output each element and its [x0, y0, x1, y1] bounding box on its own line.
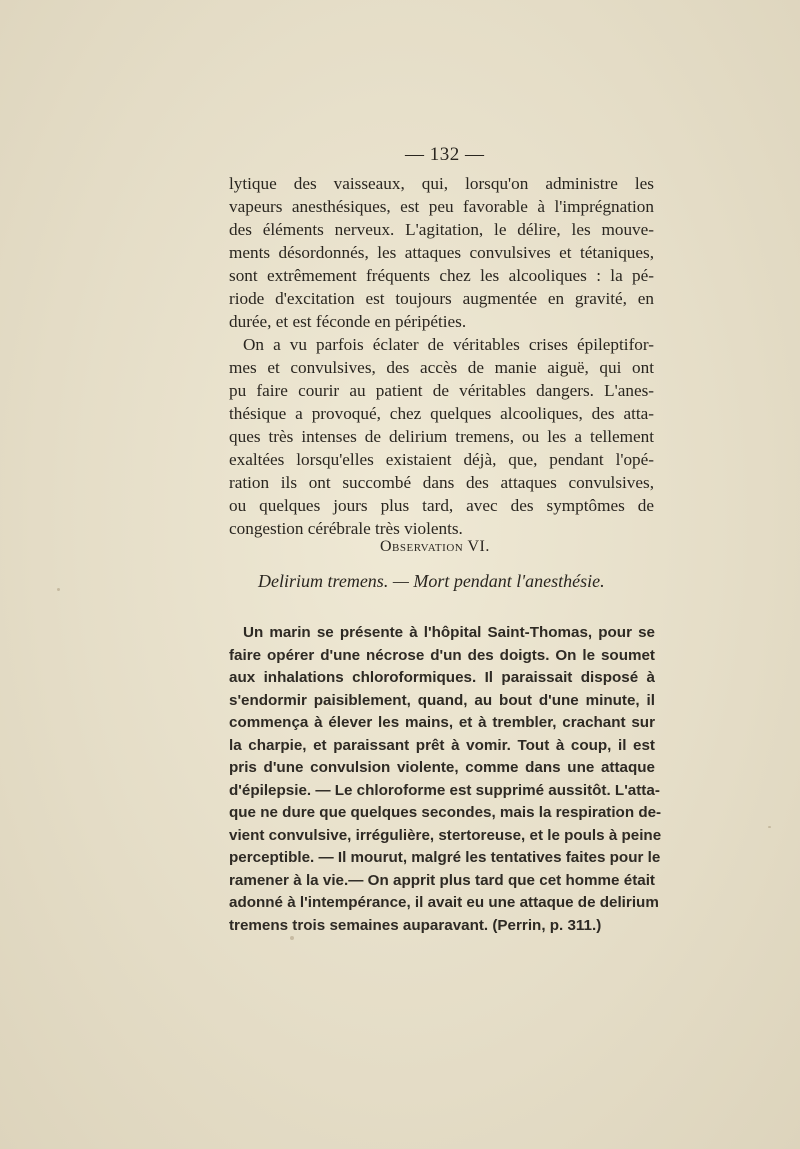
observation-heading: [380, 538, 490, 556]
text-line: adonné à l'intempérance, il avait eu une attaque de delirium: [229, 894, 659, 911]
text-line: commença à élever les mains, et à trembler, crachant sur: [229, 714, 655, 731]
text-line: ques très intenses de delirium tremens, ou les a tellement: [229, 427, 654, 446]
text-line: ration ils ont succombé dans des attaques convulsives,: [229, 473, 654, 492]
text-line: riode d'excitation est toujours augmentée en gravité, en: [229, 289, 654, 308]
text-line: aux inhalations chloroformiques. Il paraissait disposé à: [229, 669, 655, 686]
text-line: thésique a provoqué, chez quelques alcooliques, des atta-: [229, 404, 654, 423]
text-line: vapeurs anesthésiques, est peu favorable à l'imprégnation: [229, 197, 654, 216]
paper-speck: [57, 588, 60, 591]
text-line: durée, et est féconde en péripéties.: [229, 312, 467, 331]
text-line: pris d'une convulsion violente, comme dans une attaque: [229, 759, 655, 776]
text-line: s'endormir paisiblement, quand, au bout d'une minute, il: [229, 691, 655, 709]
text-line: des éléments nerveux. L'agitation, le délire, les mouve-: [229, 220, 654, 239]
text-line: Un marin se présente à l'hôpital Saint-Thomas, pour se: [243, 624, 655, 641]
observation-number: VI.: [467, 538, 490, 555]
observation-subtitle: Delirium tremens. — Mort pendant l'anesthésie.: [258, 571, 605, 591]
text-line: ments désordonnés, les attaques convulsives et tétaniques,: [229, 243, 654, 262]
paragraph-alcoholics-anesthesia: [229, 172, 654, 540]
paper-speck: [290, 936, 294, 940]
text-line: faire opérer d'une nécrose d'un des doigts. On le soumet: [229, 646, 655, 664]
text-line: sont extrêmement fréquents chez les alcooliques : la pé-: [229, 266, 654, 285]
text-line: tremens trois semaines auparavant. (Perrin, p. 311.): [229, 916, 602, 934]
text-line: la charpie, et paraissant prêt à vomir. Tout à coup, il est: [229, 736, 655, 754]
observation-label: Observation: [380, 538, 464, 555]
paper-speck: [768, 826, 771, 828]
text-line: ramener à la vie.— On apprit plus tard que cet homme était: [229, 871, 655, 889]
text-line: pu faire courir au patient de véritables dangers. L'anes-: [229, 381, 654, 400]
text-line: exaltées lorsqu'elles existaient déjà, que, pendant l'opé-: [229, 450, 654, 469]
text-line: On a vu parfois éclater de véritables crises épileptifor-: [243, 335, 654, 354]
text-line: que ne dure que quelques secondes, mais la respiration de-: [229, 804, 662, 821]
text-line: d'épilepsie. — Le chloroforme est supprimé aussitôt. L'atta-: [229, 781, 660, 799]
text-line: mes et convulsives, des accès de manie aiguë, qui ont: [229, 358, 654, 377]
page-number: — 132 —: [405, 144, 485, 165]
text-line: ou quelques jours plus tard, avec des symptômes de: [229, 496, 654, 515]
text-line: lytique des vaisseaux, qui, lorsqu'on administre les: [229, 174, 654, 193]
text-line: congestion cérébrale très violents.: [229, 519, 463, 538]
paragraph-case-report: [229, 622, 662, 937]
text-line: vient convulsive, irrégulière, stertoreuse, et le pouls à peine: [229, 826, 662, 844]
text-line: perceptible. — Il mourut, malgré les tentatives faites pour le: [229, 849, 661, 866]
